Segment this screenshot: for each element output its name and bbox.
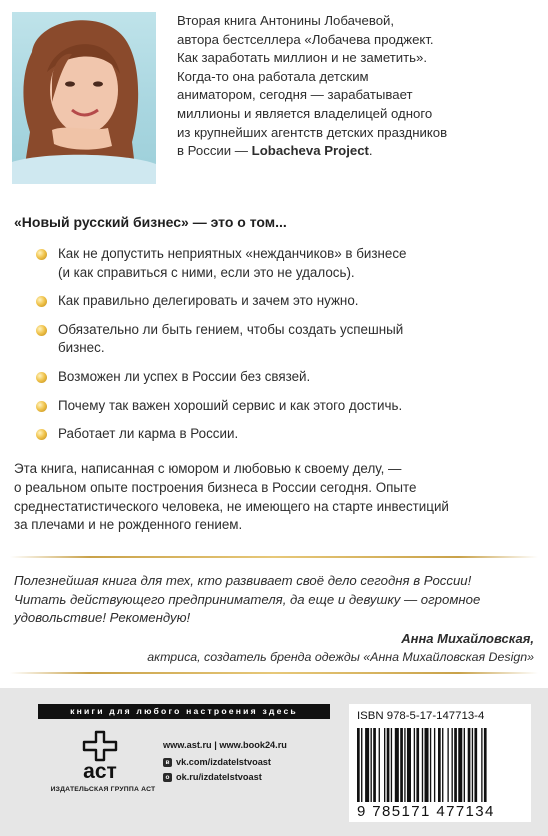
- bullet-coin-icon: [36, 372, 47, 383]
- bullet-coin-icon: [36, 249, 47, 260]
- bio-text: в России —: [177, 143, 252, 159]
- summary-line: Эта книга, написанная с юмором и любовью к своему делу, —: [14, 461, 402, 476]
- odnoklassniki-icon: о: [163, 773, 172, 782]
- quote-author: Анна Михайловская,: [401, 631, 534, 646]
- quote-line: удовольствие! Рекомендую!: [14, 610, 191, 626]
- quote-line: Полезнейшая книга для тех, кто развивает своё дело сегодня в России!: [14, 573, 472, 588]
- list-item-line: Как правильно делегировать и зачем это нужно.: [58, 293, 359, 309]
- topics-list: [36, 245, 526, 444]
- bio-line: Как заработать миллион и не заметить».: [177, 50, 428, 66]
- quote-author-role: актриса, создатель бренда одежды «Анна Михайловская Design»: [147, 650, 534, 664]
- vk-icon: в: [163, 758, 172, 767]
- list-item-line: Работает ли карма в России.: [58, 426, 239, 442]
- barcode-icon: [357, 728, 523, 802]
- section-heading: «Новый русский бизнес» — это о том...: [14, 214, 287, 230]
- quote-line: Читать действующего предпринимателя, да еще и девушку — огромное: [14, 591, 481, 607]
- bio-line: аниматором, сегодня — зарабатывает: [177, 87, 413, 103]
- book-summary: [14, 460, 536, 535]
- list-item: [36, 397, 526, 416]
- bio-line: миллионы и является владелицей одного: [177, 105, 433, 121]
- isbn-barcode-box: [349, 704, 531, 822]
- ast-logo-icon: [70, 730, 130, 782]
- testimonial-quote: [14, 572, 539, 628]
- publisher-name: ИЗДАТЕЛЬСКАЯ ГРУППА АСТ: [50, 786, 156, 793]
- vk-link[interactable]: [163, 757, 271, 767]
- bullet-coin-icon: [36, 325, 47, 336]
- summary-line: за плечами и не рожденного гением.: [14, 517, 243, 533]
- bio-text: .: [368, 143, 373, 159]
- company-name: Lobacheva Project: [251, 143, 369, 159]
- bullet-coin-icon: [36, 401, 47, 412]
- list-item-line: Возможен ли успех в России без связей.: [58, 368, 311, 384]
- bio-line: из крупнейших агентств детских праздников: [177, 124, 448, 140]
- vk-link-text: vk.com/izdatelstvoast: [176, 757, 271, 767]
- list-item-line: Обязательно ли быть гением, чтобы создать успешный: [58, 321, 404, 337]
- isbn-number: ISBN 978-5-17-147713-4: [357, 710, 485, 722]
- list-item: [36, 292, 526, 311]
- gold-divider: [10, 556, 538, 558]
- publisher-tagline: книги для любого настроения здесь: [38, 704, 330, 719]
- bio-line: [177, 142, 535, 161]
- bio-line: автора бестселлера «Лобачева проджект.: [177, 31, 434, 47]
- gold-divider: [10, 672, 538, 674]
- logo-text: аст: [83, 760, 117, 782]
- list-item: [36, 368, 526, 387]
- list-item: [36, 321, 526, 358]
- bullet-coin-icon: [36, 429, 47, 440]
- list-item: [36, 425, 526, 444]
- ok-link-text: ok.ru/izdatelstvoast: [176, 772, 262, 782]
- list-item: [36, 245, 526, 282]
- list-item-line: бизнес.: [58, 340, 105, 356]
- list-item-line: Почему так важен хороший сервис и как этого достичь.: [58, 397, 403, 413]
- summary-line: о реальном опыте построения бизнеса в России сегодня. Опыте: [14, 479, 417, 495]
- barcode-digits: 9 785171 477134: [357, 803, 495, 820]
- author-bio: [177, 12, 535, 161]
- publisher-urls[interactable]: www.ast.ru | www.book24.ru: [163, 740, 287, 750]
- bullet-coin-icon: [36, 296, 47, 307]
- bio-line: Вторая книга Антонины Лобачевой,: [177, 13, 395, 28]
- list-item-line: Как не допустить неприятных «нежданчиков» в бизнесе: [58, 246, 407, 261]
- ok-link[interactable]: [163, 772, 262, 782]
- bio-line: Когда-то она работала детским: [177, 68, 369, 84]
- author-portrait-illustration: [12, 12, 156, 184]
- list-item-line: (и как справиться с ними, если это не удалось).: [58, 264, 355, 280]
- summary-line: среднестатистического человека, не имеющего на старте инвестиций: [14, 498, 449, 514]
- author-photo: [12, 12, 156, 184]
